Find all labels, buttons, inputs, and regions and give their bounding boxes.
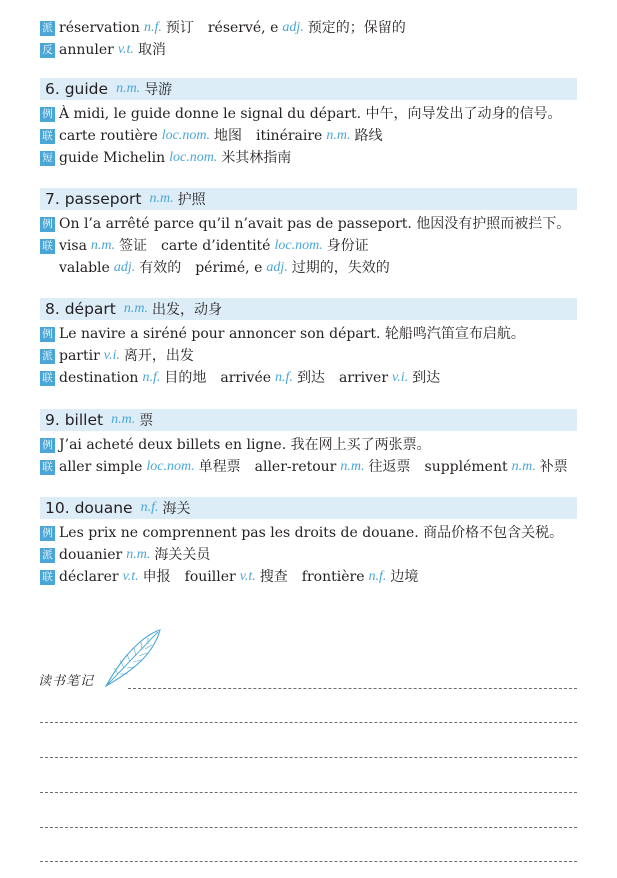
entry-line [40, 346, 194, 366]
headword-meaning: 海关 [162, 501, 191, 517]
part-of-speech: adj. [266, 260, 288, 275]
note-line [40, 757, 577, 758]
entry-text: 过期的，失效的 [291, 260, 390, 276]
entry-text: partir [59, 348, 100, 364]
entry-text: périmé, e [195, 260, 263, 276]
notes-label: 读书笔记 [38, 674, 95, 689]
entry-text: 搜查 [259, 569, 288, 585]
entry-line [59, 258, 390, 278]
entry-line [40, 435, 431, 455]
category-tag: 派 [40, 21, 55, 36]
part-of-speech: n.m. [340, 459, 365, 474]
part-of-speech: n.m. [123, 301, 149, 316]
part-of-speech: n.f. [142, 370, 161, 385]
entry-line [40, 567, 418, 587]
entry-text: 申报 [142, 569, 171, 585]
entry-header [40, 188, 577, 210]
note-line [40, 792, 577, 793]
entry-line [40, 18, 406, 38]
part-of-speech: loc.nom. [146, 459, 195, 474]
category-tag: 派 [40, 548, 55, 563]
entry-text: Le navire a siréné pour annoncer son départ. 轮船鸣汽笛宣布启航。 [59, 326, 525, 342]
entry-header [40, 298, 577, 320]
entry-line [40, 545, 210, 565]
entry-text: carte routière [59, 128, 158, 144]
entry-text: 单程票 [198, 459, 241, 475]
category-tag: 短 [40, 151, 55, 166]
entry-text: On l’a arrêté parce qu’il n’avait pas de passeport. 他因没有护照而被拦下。 [59, 216, 571, 232]
headword: 6. guide [45, 80, 109, 98]
entry-text: frontière [301, 569, 365, 585]
category-tag: 联 [40, 460, 55, 475]
entry-text: 到达 [296, 370, 325, 386]
entry-line [40, 368, 440, 388]
entry-text: fouiller [184, 569, 236, 585]
entry-line [40, 236, 369, 256]
entry-text: 预定的；保留的 [307, 20, 406, 36]
entry-text: carte d’identité [161, 238, 271, 254]
part-of-speech: v.t. [239, 569, 256, 584]
entry-line [40, 40, 166, 60]
category-tag: 例 [40, 438, 55, 453]
part-of-speech: n.m. [90, 238, 116, 253]
entry-text: destination [59, 370, 139, 386]
entry-line [40, 148, 291, 168]
entry-text: arriver [338, 370, 389, 386]
note-line [40, 722, 577, 723]
category-tag: 联 [40, 239, 55, 254]
part-of-speech: n.m. [111, 412, 136, 427]
entry-text: 米其林指南 [221, 150, 292, 166]
headword-meaning: 护照 [177, 192, 206, 208]
headword-meaning: 票 [139, 413, 154, 429]
part-of-speech: loc.nom. [274, 238, 323, 253]
entry-header [40, 497, 577, 519]
entry-text: 边境 [390, 569, 419, 585]
headword: 7. passeport [45, 190, 142, 208]
headword: 9. billet [45, 411, 104, 429]
part-of-speech: n.f. [140, 500, 159, 515]
category-tag: 例 [40, 327, 55, 342]
entry-text: 有效的 [139, 260, 182, 276]
note-line [40, 827, 577, 828]
part-of-speech: n.m. [511, 459, 536, 474]
entry-text: visa [59, 238, 87, 254]
part-of-speech: n.m. [149, 191, 174, 206]
headword: 8. départ [45, 300, 116, 318]
entry-text: valable [59, 260, 110, 276]
headword-meaning: 导游 [144, 82, 173, 98]
part-of-speech: n.m. [116, 81, 141, 96]
entry-text: 预订 [165, 20, 194, 36]
entry-text: 签证 [119, 238, 148, 254]
part-of-speech: n.m. [126, 547, 151, 562]
entry-text: itinéraire [255, 128, 323, 144]
headword: 10. douane [45, 499, 133, 517]
category-tag: 反 [40, 43, 55, 58]
entry-header [40, 78, 577, 100]
entry-text: réservé, e [207, 20, 279, 36]
entry-text: aller simple [59, 459, 143, 475]
category-tag: 派 [40, 349, 55, 364]
entry-line [40, 214, 570, 234]
part-of-speech: n.f. [275, 370, 293, 385]
entry-text: 身份证 [326, 238, 369, 254]
entry-header [40, 409, 577, 431]
part-of-speech: loc.nom. [169, 150, 218, 165]
headword-meaning: 出发，动身 [152, 302, 223, 318]
entry-text: 补票 [539, 459, 568, 475]
category-tag: 例 [40, 217, 55, 232]
entry-line [40, 324, 525, 344]
entry-text: 往返票 [368, 459, 411, 475]
entry-text: guide Michelin [59, 150, 166, 166]
entry-text: 地图 [213, 128, 242, 144]
category-tag: 例 [40, 107, 55, 122]
entry-text: aller-retour [254, 459, 337, 475]
entry-text: 离开，出发 [123, 348, 194, 364]
entry-text: réservation [59, 20, 140, 36]
part-of-speech: v.i. [103, 348, 120, 363]
note-line [128, 688, 577, 689]
part-of-speech: adj. [113, 260, 136, 275]
category-tag: 联 [40, 570, 55, 585]
part-of-speech: n.m. [326, 128, 351, 143]
feather-icon [100, 628, 162, 690]
entry-text: déclarer [59, 569, 119, 585]
entry-text: 到达 [412, 370, 441, 386]
note-line [40, 861, 577, 862]
part-of-speech: adj. [282, 20, 304, 35]
entry-text: J’ai acheté deux billets en ligne. 我在网上买了两张票。 [59, 437, 431, 453]
entry-text: arrivée [220, 370, 272, 386]
part-of-speech: v.t. [122, 569, 139, 584]
entry-text: À midi, le guide donne le signal du départ. 中午，向导发出了动身的信号。 [59, 106, 562, 122]
entry-line [40, 523, 563, 543]
part-of-speech: loc.nom. [161, 128, 210, 143]
entry-text: supplément [424, 459, 508, 475]
part-of-speech: v.i. [392, 370, 409, 385]
entry-line [40, 457, 568, 477]
category-tag: 联 [40, 371, 55, 386]
part-of-speech: n.f. [143, 20, 162, 35]
entry-text: annuler [59, 42, 114, 58]
entry-text: 路线 [354, 128, 383, 144]
entry-line [40, 126, 382, 146]
entry-text: 海关关员 [154, 547, 211, 563]
entry-text: douanier [59, 547, 123, 563]
category-tag: 例 [40, 526, 55, 541]
entry-text: Les prix ne comprennent pas les droits de douane. 商品价格不包含关税。 [59, 525, 564, 541]
part-of-speech: v.t. [117, 42, 134, 57]
entry-text: 取消 [137, 42, 166, 58]
part-of-speech: n.f. [368, 569, 387, 584]
entry-line [40, 104, 562, 124]
category-tag: 联 [40, 129, 55, 144]
entry-text: 目的地 [164, 370, 207, 386]
